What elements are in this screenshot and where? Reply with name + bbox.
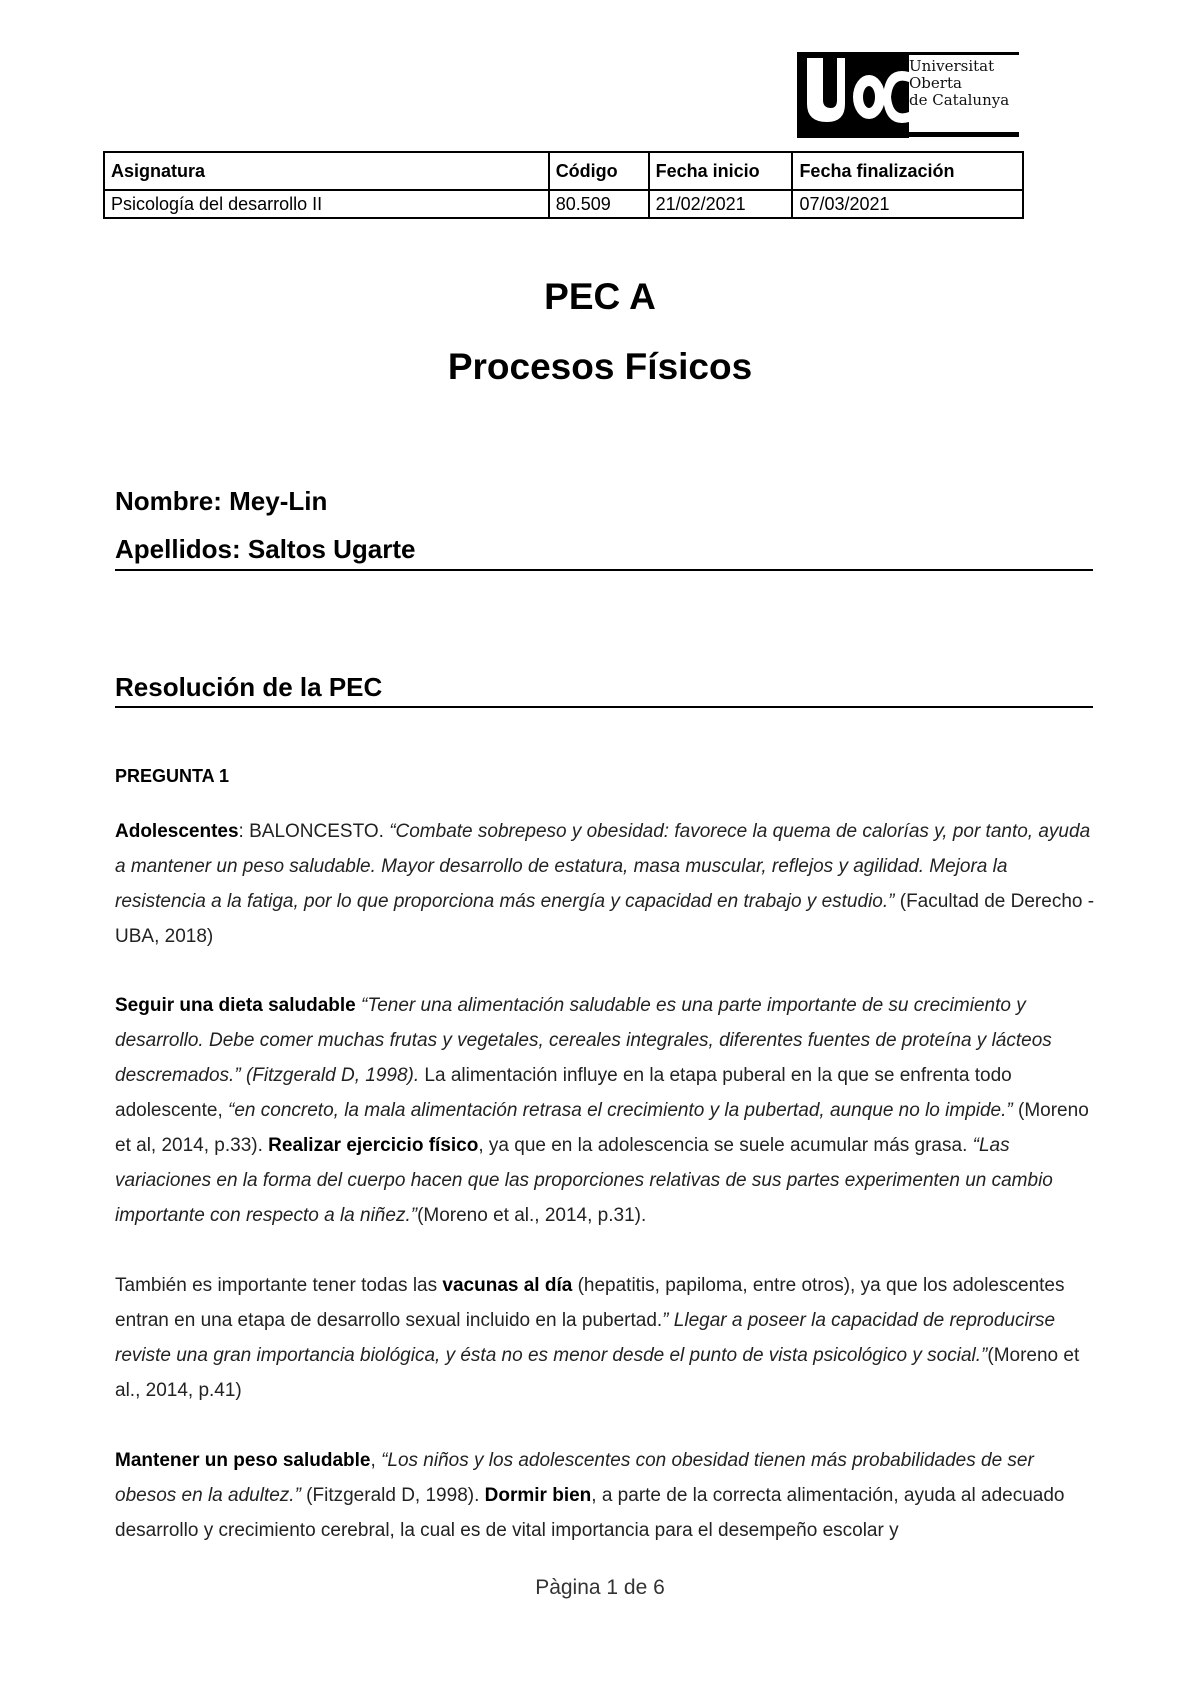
bold-run: Adolescentes (115, 821, 239, 842)
course-start-date-cell: 21/02/2021 (649, 190, 793, 218)
paragraph (115, 1443, 1100, 1548)
section-heading: Resolución de la PEC (115, 672, 383, 702)
bold-run: Seguir una dieta saludable (115, 995, 356, 1016)
course-subject-cell: Psicología del desarrollo II (104, 190, 549, 218)
text-run: , a parte de la correcta alimentación, ayuda al adecuado desarrollo y crecimiento cerebral, la cual es de vital importancia para el desempeño escolar y (115, 1485, 1065, 1541)
course-table-header: Fecha inicio (649, 152, 793, 190)
text-run: , ya que en la adolescencia se suele acumular más grasa. (478, 1135, 973, 1156)
text-run: , (370, 1450, 382, 1471)
course-table-header-row (104, 152, 1023, 190)
logo-line-3: de Catalunya (909, 91, 1010, 109)
quote-run: “Las variaciones en la forma del cuerpo hacen que las proporciones relativas de sus partes experimenten un cambio importante con respecto a la niñez.” (115, 1135, 1053, 1226)
paragraph (115, 1268, 1100, 1408)
text-run: (Facultad de Derecho - UBA, 2018) (115, 891, 1095, 947)
page-footer: Pàgina 1 de 6 (535, 1576, 665, 1599)
divider (115, 569, 1093, 571)
quote-run: “Tener una alimentación saludable es una parte importante de su crecimiento y desarrollo. Debe comer muchas frutas y vegetales, cereales integrales, diferentes fuentes de proteína y lácteos descremados.” (Fitzgerald D, 1998). (115, 995, 1052, 1086)
paragraph (115, 814, 1100, 954)
text-run: (hepatitis, papiloma, entre otros), ya que los adolescentes entran en una etapa de desarrollo sexual incluido en la pubertad. (115, 1275, 1065, 1331)
course-end-date-cell: 07/03/2021 (792, 190, 1023, 218)
course-info-table (103, 151, 1024, 219)
uoc-logo (797, 52, 1019, 138)
course-code-cell: 80.509 (549, 190, 649, 218)
quote-run: “en concreto, la mala alimentación retrasa el crecimiento y la pubertad, aunque no lo impide.” (228, 1100, 1013, 1121)
divider (115, 706, 1093, 708)
text-run: : BALONCESTO. (238, 821, 390, 842)
student-surname: Apellidos: Saltos Ugarte (115, 534, 416, 564)
document-subtitle: Procesos Físicos (447, 346, 753, 387)
bold-run: vacunas al día (442, 1275, 573, 1296)
bold-run: Dormir bien (484, 1485, 592, 1506)
student-name: Nombre: Mey-Lin (115, 486, 328, 516)
paragraph (115, 988, 1100, 1233)
logo-line-1: Universitat (909, 57, 995, 75)
quote-run: ” Llegar a poseer la capacidad de reproducirse reviste una gran importancia biológica, y ésta no es menor desde el punto de vista psicológico y social.” (115, 1310, 1056, 1366)
quote-run: “Los niños y los adolescentes con obesidad tienen más probabilidades de ser obesos en la adultez.” (115, 1450, 1034, 1506)
course-table-row (104, 190, 1023, 218)
logo-wordmark (909, 58, 1009, 109)
quote-run: “Combate sobrepeso y obesidad: favorece la quema de calorías y, por tanto, ayuda a mantener un peso saludable. Mayor desarrollo de estatura, masa muscular, reflejos y agilidad. Mejora la resistencia a la fatiga, por lo que proporciona más energía y capacidad en trabajo y estudio.” (115, 821, 1091, 912)
bold-run: Mantener un peso saludable (115, 1450, 371, 1471)
text-run: (Moreno et al., 2014, p.41) (115, 1345, 1080, 1401)
document-title: PEC A (544, 276, 656, 317)
uoc-logo-mark-icon (797, 52, 909, 138)
logo-line-2: Oberta (909, 74, 962, 92)
course-table-header: Código (549, 152, 649, 190)
course-table-header: Fecha finalización (792, 152, 1023, 190)
text-run: También es importante tener todas las (115, 1275, 443, 1296)
text-run: (Fitzgerald D, 1998). (300, 1485, 485, 1506)
course-table-header: Asignatura (104, 152, 549, 190)
bold-run: Realizar ejercicio físico (268, 1135, 479, 1156)
text-run: (Moreno et al, 2014, p.33). (115, 1100, 1089, 1156)
text-run: La alimentación influye en la etapa puberal en la que se enfrenta todo adolescente, (115, 1065, 1012, 1121)
question-label: PREGUNTA 1 (115, 766, 230, 786)
text-run: (Moreno et al., 2014, p.31). (417, 1205, 647, 1226)
